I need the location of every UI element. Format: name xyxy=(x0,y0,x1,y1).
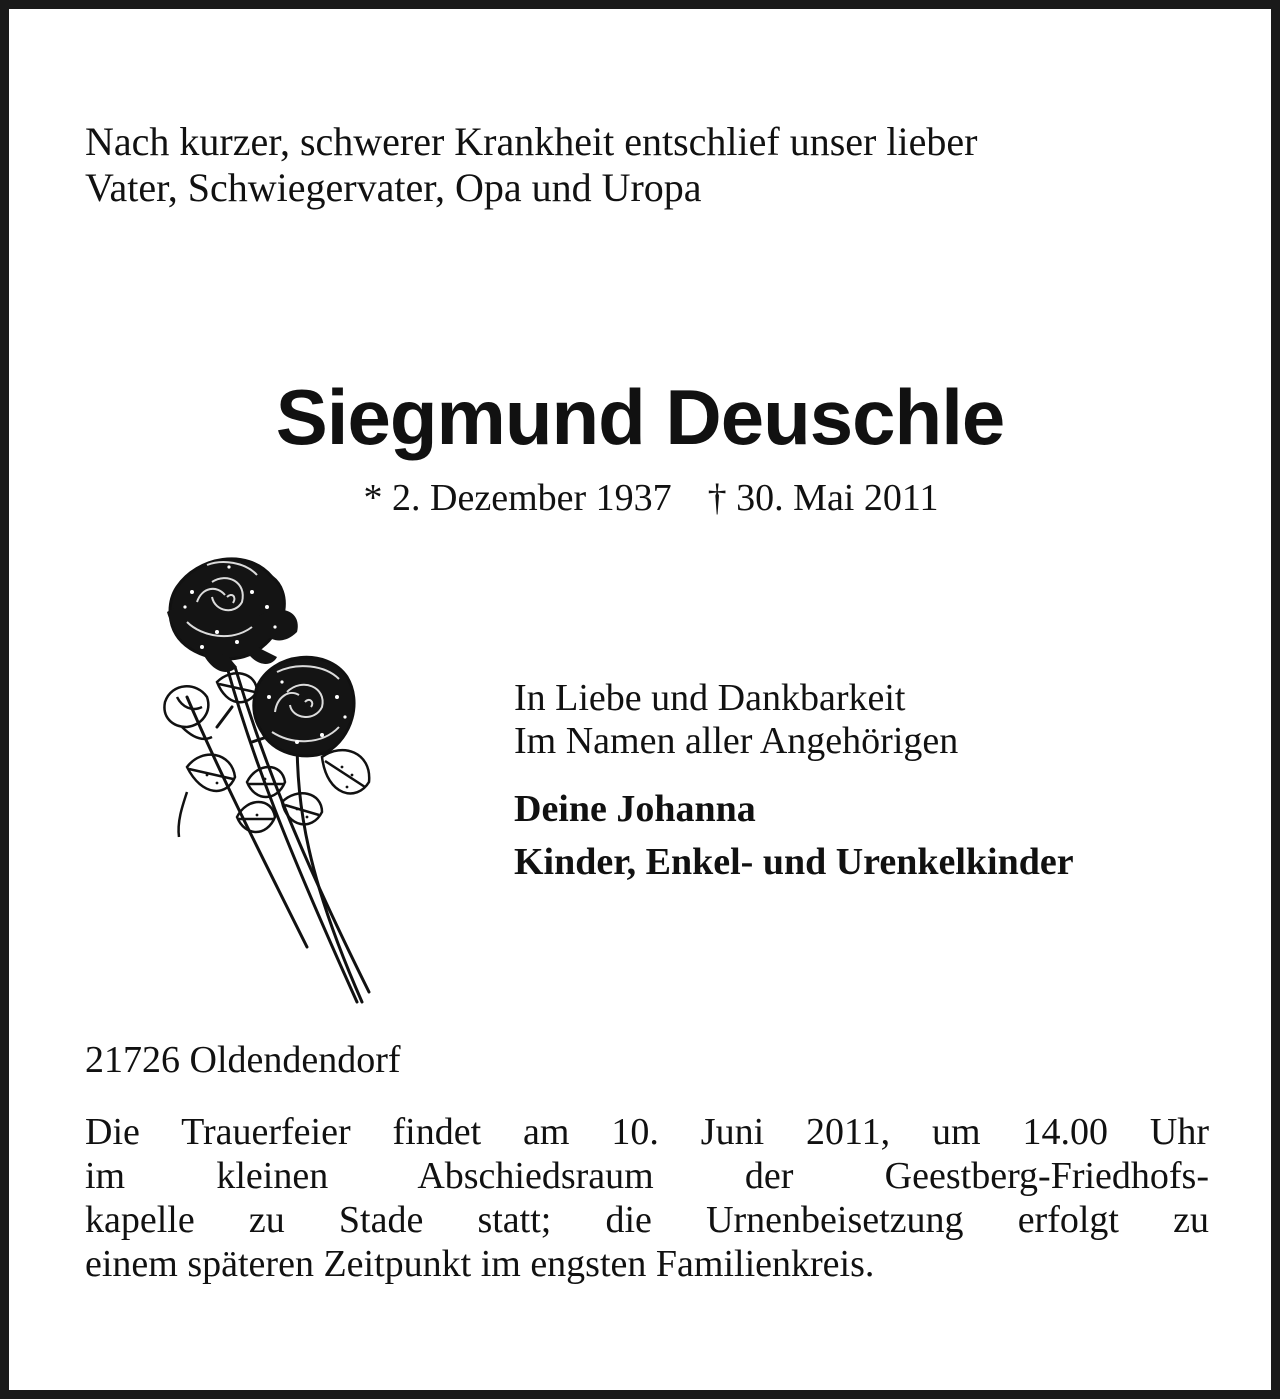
service-line: Die Trauerfeier findet am 10. Juni 2011, um 14.00 Uhr xyxy=(85,1111,1209,1153)
deceased-name: Siegmund Deuschle xyxy=(275,373,1005,461)
death-date: † 30. Mai 2011 xyxy=(707,477,939,519)
roses-icon xyxy=(157,547,387,1009)
birth-date: * 2. Dezember 1937 xyxy=(363,477,672,519)
rose-lower xyxy=(254,657,354,756)
service-line: einem späteren Zeitpunkt im engsten Familienkreis. xyxy=(85,1243,875,1285)
intro-line: Nach kurzer, schwerer Krankheit entschlief unser lieber xyxy=(85,119,978,164)
intro-text xyxy=(85,119,1215,211)
funeral-service-text xyxy=(85,1110,1209,1286)
service-line: kapelle zu Stade statt; die Urnenbeisetzung erfolgt zu xyxy=(85,1199,1209,1241)
life-dates xyxy=(9,475,1280,521)
family-signature xyxy=(514,677,1234,889)
signer-name: Deine Johanna xyxy=(514,788,756,830)
rose-upper xyxy=(167,559,298,659)
family-line: In Liebe und Dankbarkeit xyxy=(514,677,906,719)
intro-line: Vater, Schwiegervater, Opa und Uropa xyxy=(85,165,702,210)
signer-name: Kinder, Enkel- und Urenkelkinder xyxy=(514,841,1074,883)
family-line: Im Namen aller Angehörigen xyxy=(514,720,959,762)
service-line: im kleinen Abschiedsraum der Geestberg-Friedhofs- xyxy=(85,1155,1209,1197)
place-line: 21726 Oldendendorf xyxy=(85,1039,401,1081)
